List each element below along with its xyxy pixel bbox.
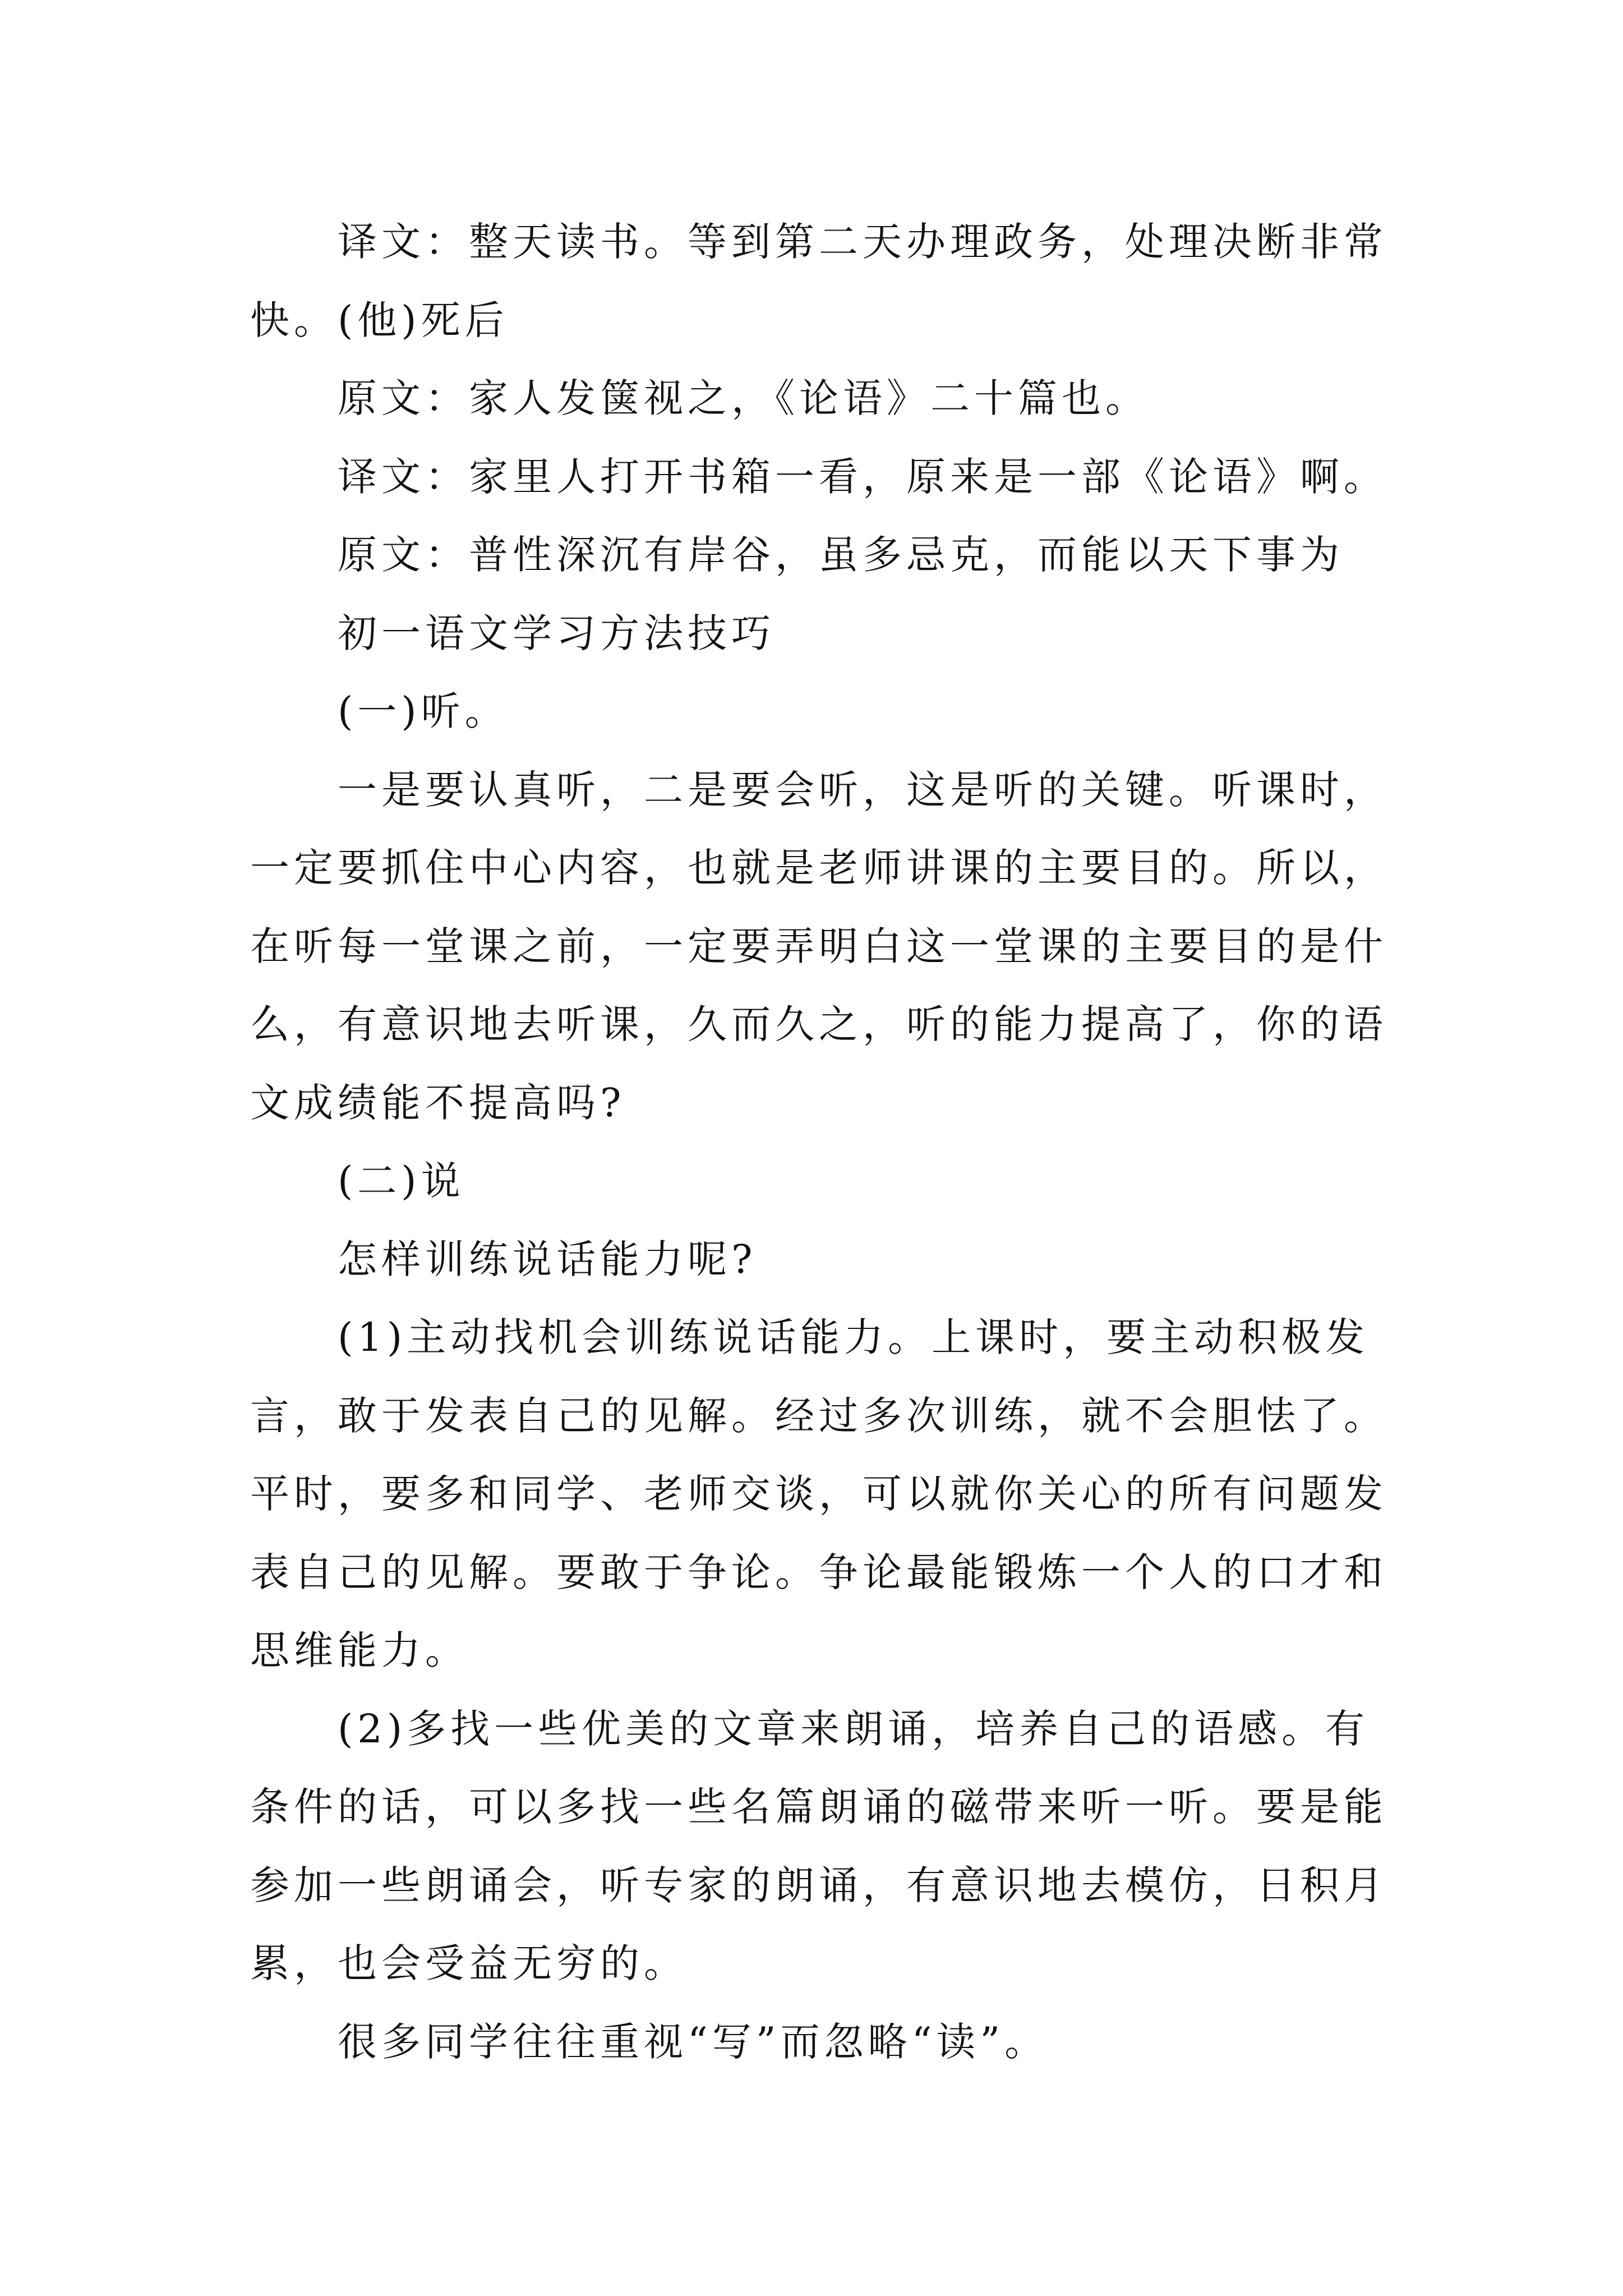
article-title	[250, 595, 1484, 673]
text-line: 初一语文学习方法技巧	[338, 610, 775, 656]
text-line: 在听每一堂课之前，一定要弄明白这一堂课的主要目的是什	[250, 923, 1387, 969]
text-line: 译文：家里人打开书箱一看，原来是一部《论语》啊。	[338, 453, 1387, 500]
text-line: 言，敢于发表自己的见解。经过多次训练，就不会胆怯了。	[250, 1392, 1387, 1439]
text-line: 累，也会受益无穷的。	[250, 1940, 688, 1986]
section-heading-listening	[250, 673, 1484, 751]
text-line: (一)听。	[338, 688, 509, 734]
text-line: 怎样训练说话能力呢?	[338, 1236, 757, 1282]
translation-paragraph	[250, 203, 1484, 360]
text-line: 译文：整天读书。等到第二天办理政务，处理决断非常	[338, 219, 1387, 265]
text-line: 原文：家人发箧视之，《论语》二十篇也。	[338, 375, 1149, 421]
text-line: (1)主动找机会训练说话能力。上课时，要主动积极发	[338, 1314, 1370, 1360]
body-paragraph	[250, 2003, 1484, 2082]
text-line: 很多同学往往重视“写”而忽略“读”。	[338, 2018, 1049, 2065]
text-line: 文成绩能不提高吗?	[250, 1079, 626, 1126]
text-line: 表自己的见解。要敢于争论。争论最能锻炼一个人的口才和	[250, 1549, 1387, 1595]
original-text-paragraph	[250, 360, 1484, 438]
body-paragraph	[250, 1690, 1484, 2003]
body-paragraph	[250, 751, 1484, 1143]
document-body	[250, 203, 1484, 2081]
text-line: 参加一些朗诵会，听专家的朗诵，有意识地去模仿，日积月	[250, 1862, 1387, 1908]
text-line: 一定要抓住中心内容，也就是老师讲课的主要目的。所以，	[250, 845, 1387, 891]
text-line: 平时，要多和同学、老师交谈，可以就你关心的所有问题发	[250, 1471, 1387, 1517]
text-line: 快。(他)死后	[250, 297, 509, 343]
translation-paragraph	[250, 438, 1484, 517]
text-line: 条件的话，可以多找一些名篇朗诵的磁带来听一听。要是能	[250, 1784, 1387, 1830]
question-paragraph	[250, 1221, 1484, 1299]
section-heading-speaking	[250, 1142, 1484, 1221]
text-line: 思维能力。	[250, 1627, 469, 1673]
text-line: 一是要认真听，二是要会听，这是听的关键。听课时，	[338, 766, 1387, 813]
text-line: 原文：普性深沉有岸谷，虽多忌克，而能以天下事为	[338, 532, 1344, 578]
original-text-paragraph	[250, 516, 1484, 595]
text-line: (2)多找一些优美的文章来朗诵，培养自己的语感。有	[338, 1705, 1370, 1752]
text-line: (二)说	[338, 1158, 465, 1204]
text-line: 么，有意识地去听课，久而久之，听的能力提高了，你的语	[250, 1001, 1387, 1047]
body-paragraph	[250, 1299, 1484, 1690]
